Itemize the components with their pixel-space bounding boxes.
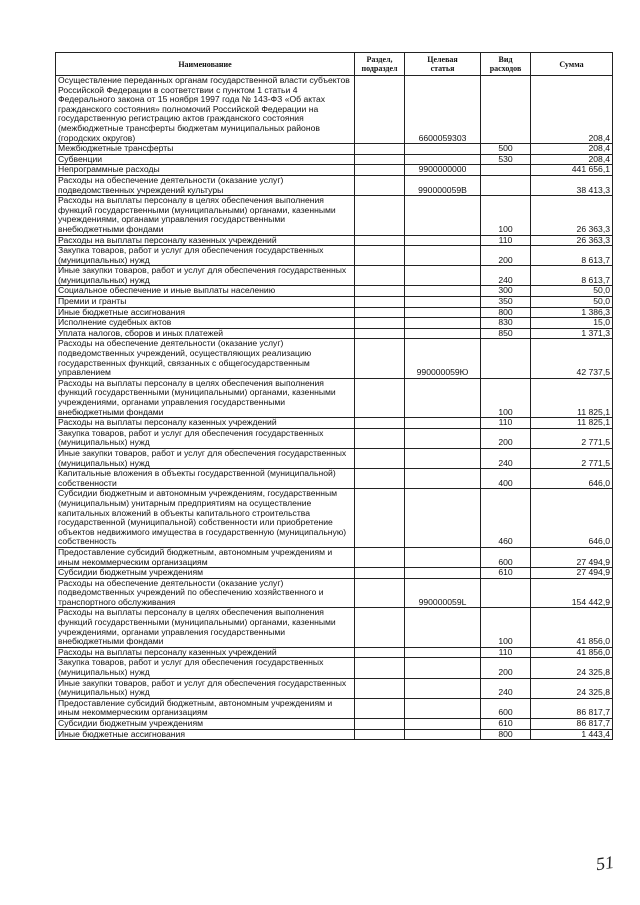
- cell-sum: 2 771,5: [531, 428, 613, 448]
- cell-target: [405, 428, 481, 448]
- cell-name: Непрограммные расходы: [56, 165, 355, 176]
- cell-target: [405, 678, 481, 698]
- cell-target: [405, 568, 481, 579]
- cell-kind: 800: [481, 729, 531, 740]
- table-row: [56, 418, 613, 429]
- cell-sum: 441 656,1: [531, 165, 613, 176]
- cell-section: [355, 246, 405, 266]
- cell-name: Осуществление переданных органам государственной власти субъектов Российской Федерации в соответствии с пунктом 1 статьи 4 Федерального закона от 15 ноября 1997 года № 143-ФЗ «Об актах гражданского состояния» полномочий Российской Федерации на государственную регистрацию актов гражданского состояния (межбюджетные трансферты бюджетам муниципальных районов (городских округов): [56, 76, 355, 144]
- cell-section: [355, 328, 405, 339]
- cell-kind: [481, 339, 531, 378]
- cell-kind: 110: [481, 418, 531, 429]
- table-row: [56, 469, 613, 489]
- cell-section: [355, 658, 405, 678]
- cell-sum: 38 413,3: [531, 175, 613, 195]
- cell-name: Расходы на выплаты персоналу в целях обеспечения выполнения функций государственными (муниципальными) органами, казенными учреждениями, органами управления государственными внебюджетными фондами: [56, 196, 355, 235]
- table-row: [56, 608, 613, 647]
- table-row: [56, 578, 613, 608]
- cell-name: Субсидии бюджетным учреждениям: [56, 719, 355, 730]
- cell-sum: 42 737,5: [531, 339, 613, 378]
- cell-target: 9900000000: [405, 165, 481, 176]
- cell-sum: 1 443,4: [531, 729, 613, 740]
- cell-target: [405, 196, 481, 235]
- table-row: [56, 286, 613, 297]
- cell-sum: 50,0: [531, 286, 613, 297]
- cell-sum: 26 363,3: [531, 235, 613, 246]
- cell-sum: 2 771,5: [531, 448, 613, 468]
- cell-target: [405, 658, 481, 678]
- cell-name: Расходы на обеспечение деятельности (оказание услуг) подведомственных учреждений, осуществляющих реализацию государственных функций, связанных с общегосударственным управлением: [56, 339, 355, 378]
- cell-sum: 26 363,3: [531, 196, 613, 235]
- cell-sum: 27 494,9: [531, 547, 613, 567]
- cell-kind: 460: [481, 489, 531, 548]
- cell-kind: [481, 578, 531, 608]
- cell-name: Уплата налогов, сборов и иных платежей: [56, 328, 355, 339]
- cell-section: [355, 568, 405, 579]
- cell-sum: 11 825,1: [531, 418, 613, 429]
- cell-section: [355, 286, 405, 297]
- cell-sum: 11 825,1: [531, 378, 613, 417]
- cell-target: [405, 297, 481, 308]
- cell-kind: 850: [481, 328, 531, 339]
- cell-kind: 400: [481, 469, 531, 489]
- table-row: [56, 246, 613, 266]
- cell-sum: 8 613,7: [531, 246, 613, 266]
- cell-section: [355, 165, 405, 176]
- cell-name: Иные закупки товаров, работ и услуг для обеспечения государственных (муниципальных) нужд: [56, 678, 355, 698]
- cell-name: Субсидии бюджетным и автономным учреждениям, государственным (муниципальным) унитарным предприятиям на осуществление капитальных вложений в объекты капитального строительства государственной (муниципальной) собственности или приобретение объектов недвижимого имущества в государственную (муниципальную) собственность: [56, 489, 355, 548]
- cell-name: Закупка товаров, работ и услуг для обеспечения государственных (муниципальных) нужд: [56, 428, 355, 448]
- table-row: [56, 647, 613, 658]
- table-body: [56, 76, 613, 740]
- table-row: [56, 144, 613, 155]
- cell-section: [355, 266, 405, 286]
- cell-target: [405, 489, 481, 548]
- cell-name: Иные бюджетные ассигнования: [56, 307, 355, 318]
- cell-name: Иные закупки товаров, работ и услуг для обеспечения государственных (муниципальных) нужд: [56, 266, 355, 286]
- cell-name: Социальное обеспечение и иные выплаты населению: [56, 286, 355, 297]
- cell-kind: 610: [481, 568, 531, 579]
- table-row: [56, 547, 613, 567]
- cell-name: Расходы на выплаты персоналу казенных учреждений: [56, 647, 355, 658]
- cell-target: [405, 608, 481, 647]
- header-target: Целевая статья: [405, 53, 481, 76]
- cell-sum: 208,4: [531, 144, 613, 155]
- cell-name: Расходы на выплаты персоналу казенных учреждений: [56, 418, 355, 429]
- cell-target: [405, 729, 481, 740]
- cell-target: [405, 378, 481, 417]
- handwritten-page-number: 51: [594, 851, 616, 875]
- table-row: [56, 307, 613, 318]
- cell-target: [405, 698, 481, 718]
- cell-section: [355, 547, 405, 567]
- cell-target: [405, 266, 481, 286]
- cell-target: [405, 719, 481, 730]
- table-row: [56, 297, 613, 308]
- cell-sum: 86 817,7: [531, 719, 613, 730]
- cell-target: [405, 235, 481, 246]
- cell-kind: 100: [481, 378, 531, 417]
- cell-name: Расходы на обеспечение деятельности (оказание услуг) подведомственных учреждений по обеспечению хозяйственного и транспортного обслуживания: [56, 578, 355, 608]
- cell-target: [405, 647, 481, 658]
- table-row: [56, 76, 613, 144]
- cell-section: [355, 678, 405, 698]
- cell-section: [355, 428, 405, 448]
- cell-kind: 600: [481, 547, 531, 567]
- cell-name: Субвенции: [56, 154, 355, 165]
- cell-kind: 240: [481, 266, 531, 286]
- header-name: Наименование: [56, 53, 355, 76]
- cell-section: [355, 698, 405, 718]
- table-row: [56, 489, 613, 548]
- table-row: [56, 719, 613, 730]
- cell-sum: 41 856,0: [531, 647, 613, 658]
- table-row: [56, 318, 613, 329]
- table-row: [56, 154, 613, 165]
- cell-kind: 300: [481, 286, 531, 297]
- cell-kind: 110: [481, 235, 531, 246]
- table-row: [56, 339, 613, 378]
- cell-sum: 8 613,7: [531, 266, 613, 286]
- cell-target: [405, 418, 481, 429]
- cell-kind: [481, 76, 531, 144]
- cell-target: 6600059303: [405, 76, 481, 144]
- cell-sum: 27 494,9: [531, 568, 613, 579]
- cell-sum: 50,0: [531, 297, 613, 308]
- cell-section: [355, 318, 405, 329]
- cell-name: Субсидии бюджетным учреждениям: [56, 568, 355, 579]
- cell-target: 990000059Ю: [405, 339, 481, 378]
- header-row: [56, 53, 613, 76]
- cell-target: 990000059B: [405, 175, 481, 195]
- header-section: Раздел, подраздел: [355, 53, 405, 76]
- cell-kind: [481, 165, 531, 176]
- cell-kind: 100: [481, 608, 531, 647]
- cell-name: Расходы на выплаты персоналу в целях обеспечения выполнения функций государственными (муниципальными) органами, казенными учреждениями, органами управления государственными внебюджетными фондами: [56, 608, 355, 647]
- cell-name: Расходы на выплаты персоналу в целях обеспечения выполнения функций государственными (муниципальными) органами, казенными учреждениями, органами управления государственными внебюджетными фондами: [56, 378, 355, 417]
- cell-section: [355, 647, 405, 658]
- cell-kind: 100: [481, 196, 531, 235]
- cell-section: [355, 489, 405, 548]
- cell-target: [405, 246, 481, 266]
- cell-kind: 800: [481, 307, 531, 318]
- budget-table: [55, 52, 613, 740]
- cell-section: [355, 448, 405, 468]
- header-kind: Вид расходов: [481, 53, 531, 76]
- cell-section: [355, 235, 405, 246]
- cell-section: [355, 144, 405, 155]
- cell-name: Предоставление субсидий бюджетным, автономным учреждениям и иным некоммерческим организациям: [56, 698, 355, 718]
- cell-section: [355, 418, 405, 429]
- cell-section: [355, 175, 405, 195]
- table-row: [56, 165, 613, 176]
- table-row: [56, 235, 613, 246]
- cell-sum: 154 442,9: [531, 578, 613, 608]
- cell-kind: 350: [481, 297, 531, 308]
- cell-kind: 600: [481, 698, 531, 718]
- cell-name: Закупка товаров, работ и услуг для обеспечения государственных (муниципальных) нужд: [56, 658, 355, 678]
- cell-kind: 200: [481, 428, 531, 448]
- table-row: [56, 698, 613, 718]
- cell-name: Межбюджетные трансферты: [56, 144, 355, 155]
- cell-section: [355, 154, 405, 165]
- header-sum: Сумма: [531, 53, 613, 76]
- table-row: [56, 196, 613, 235]
- cell-name: Иные бюджетные ассигнования: [56, 729, 355, 740]
- cell-kind: 830: [481, 318, 531, 329]
- cell-target: [405, 469, 481, 489]
- cell-target: [405, 144, 481, 155]
- cell-target: [405, 448, 481, 468]
- cell-target: [405, 328, 481, 339]
- cell-name: Расходы на выплаты персоналу казенных учреждений: [56, 235, 355, 246]
- cell-name: Исполнение судебных актов: [56, 318, 355, 329]
- cell-name: Иные закупки товаров, работ и услуг для обеспечения государственных (муниципальных) нужд: [56, 448, 355, 468]
- cell-sum: 1 371,3: [531, 328, 613, 339]
- cell-kind: 200: [481, 246, 531, 266]
- cell-section: [355, 297, 405, 308]
- table-row: [56, 266, 613, 286]
- cell-sum: 24 325,8: [531, 658, 613, 678]
- cell-target: [405, 154, 481, 165]
- table-row: [56, 448, 613, 468]
- cell-name: Предоставление субсидий бюджетным, автономным учреждениям и иным некоммерческим организациям: [56, 547, 355, 567]
- cell-section: [355, 76, 405, 144]
- cell-target: [405, 286, 481, 297]
- cell-kind: [481, 175, 531, 195]
- cell-kind: 110: [481, 647, 531, 658]
- cell-sum: 208,4: [531, 76, 613, 144]
- cell-section: [355, 378, 405, 417]
- cell-target: [405, 307, 481, 318]
- cell-section: [355, 608, 405, 647]
- cell-name: Премии и гранты: [56, 297, 355, 308]
- table-row: [56, 328, 613, 339]
- table-row: [56, 378, 613, 417]
- cell-section: [355, 469, 405, 489]
- table-row: [56, 175, 613, 195]
- cell-sum: 86 817,7: [531, 698, 613, 718]
- cell-target: [405, 318, 481, 329]
- cell-kind: 240: [481, 448, 531, 468]
- cell-section: [355, 719, 405, 730]
- table-header: [56, 53, 613, 76]
- cell-target: 990000059L: [405, 578, 481, 608]
- cell-kind: 200: [481, 658, 531, 678]
- cell-section: [355, 196, 405, 235]
- cell-sum: 208,4: [531, 154, 613, 165]
- cell-section: [355, 729, 405, 740]
- cell-name: Закупка товаров, работ и услуг для обеспечения государственных (муниципальных) нужд: [56, 246, 355, 266]
- cell-kind: 500: [481, 144, 531, 155]
- cell-section: [355, 307, 405, 318]
- table-row: [56, 678, 613, 698]
- cell-sum: 1 386,3: [531, 307, 613, 318]
- cell-sum: 24 325,8: [531, 678, 613, 698]
- cell-kind: 240: [481, 678, 531, 698]
- cell-sum: 646,0: [531, 469, 613, 489]
- cell-kind: 530: [481, 154, 531, 165]
- cell-sum: 646,0: [531, 489, 613, 548]
- cell-name: Капитальные вложения в объекты государственной (муниципальной) собственности: [56, 469, 355, 489]
- cell-sum: 15,0: [531, 318, 613, 329]
- cell-section: [355, 578, 405, 608]
- cell-kind: 610: [481, 719, 531, 730]
- cell-name: Расходы на обеспечение деятельности (оказание услуг) подведомственных учреждений культуры: [56, 175, 355, 195]
- table-row: [56, 568, 613, 579]
- table-row: [56, 729, 613, 740]
- cell-target: [405, 547, 481, 567]
- cell-section: [355, 339, 405, 378]
- table-row: [56, 428, 613, 448]
- cell-sum: 41 856,0: [531, 608, 613, 647]
- table-row: [56, 658, 613, 678]
